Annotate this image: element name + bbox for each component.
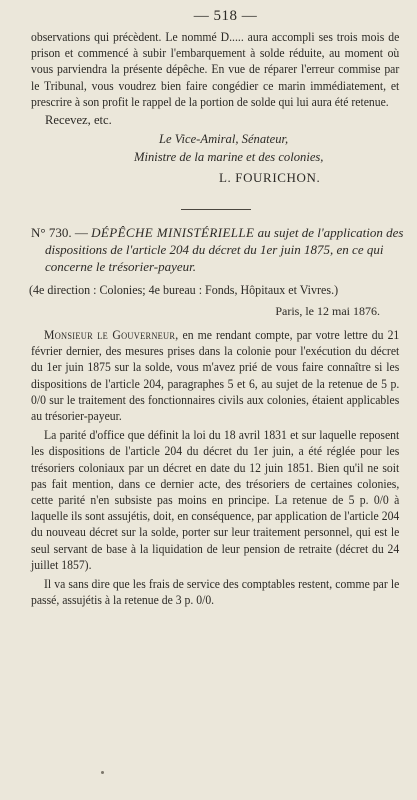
signature-name: L. FOURICHON.	[219, 170, 321, 186]
salutation: Monsieur le Gouverneur,	[44, 328, 179, 343]
dispatch-number: N° 730. —	[31, 225, 88, 241]
section-divider	[181, 209, 251, 210]
body-paragraph-3: Il va sans dire que les frais de service des comptables restent, comme par le passé, assujétis à la retenue de 3 p. 0/0.	[31, 577, 400, 608]
body-paragraph-2: La parité d'office que définit la loi du 18 avril 1831 et sur laquelle reposent les dispositions de l'article 204 du décret du 1er juin, a été réglée pour les trésoriers coloniaux par un décret en date du 12 juin 1851. Bien qu'il ne soit pas fait mention, dans ce dernier acte, des trésoriers de certaines colonies, cette parité n'en subsiste pas moins en principe. La retenue de 5 p. 0/0 à laquelle ils sont assujétis, doit, en conséquence, par application de l'article 204 du nouveau décret sur la solde, porter sur leur traitement personnel, qui est le seul servant de base à la liquidation de leur pension de retraite (décret du 24 juillet 1857).	[31, 428, 400, 572]
dispatch-heading	[31, 224, 417, 275]
dispatch-subject: au sujet de l'application des dispositions de l'article 204 du décret du 1er juin 1875, en ce qui concerne le trésorier-payeur.	[45, 225, 404, 275]
print-speck	[101, 771, 104, 774]
dateline: Paris, le 12 mai 1876.	[275, 304, 380, 319]
page-number: — 518 —	[193, 8, 258, 24]
signature-office: Ministre de la marine et des colonies,	[134, 150, 324, 165]
signature-block	[31, 130, 400, 187]
direction-line: (4e direction : Colonies; 4e bureau : Fonds, Hôpitaux et Vivres.)	[29, 283, 339, 298]
intro-paragraph: observations qui précèdent. Le nommé D..... aura accompli ses trois mois de prison et commencé à subir l'embarquement à solde réduite, au moment où vous parviendra la présente dépêche. En vue de réparer l'erreur commise par le Tribunal, vous voudrez bien faire congédier ce marin immédiatement, et prescrire à son profit le rappel de la portion de solde qui lui aura été retenue.	[31, 30, 400, 109]
closing-formula: Recevez, etc.	[45, 113, 112, 128]
body-paragraph-1	[31, 327, 399, 424]
body-paragraph-1-text: en me rendant compte, par votre lettre du 21 février dernier, des mesures prises dans la colonie pour l'exécution du décret du 1er juin 1875 sur la solde, vous m'avez prié de vous faire connaître si les dispositions de l'article 204, paragraphes 5 et 6, au sujet de la retenue de 5 p. 0/0 sur le traitement des fonctionnaires civils aux colonies, étaient applicables au trésorier-payeur.	[31, 328, 400, 424]
signature-title: Le Vice-Amiral, Sénateur,	[159, 132, 289, 147]
dispatch-title: DÉPÊCHE MINISTÉRIELLE	[91, 225, 255, 241]
